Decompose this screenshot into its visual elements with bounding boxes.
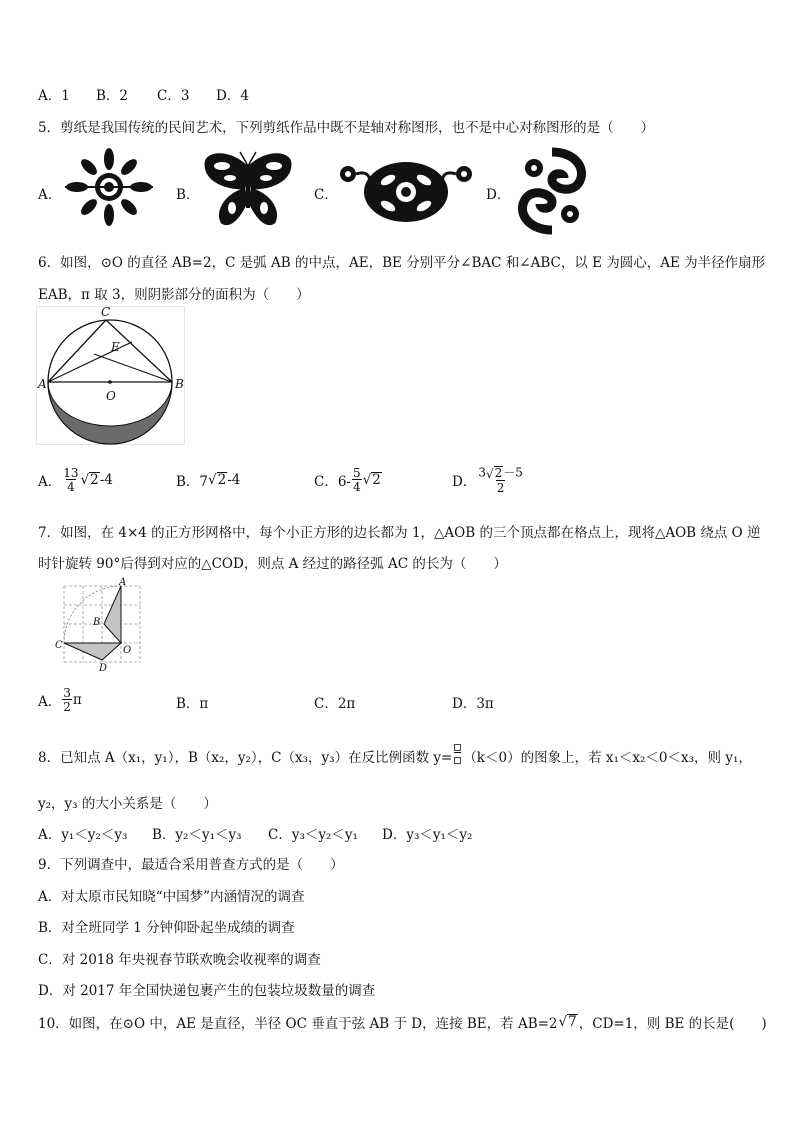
q7-option-d: D．3π — [452, 696, 494, 712]
q5-stem: 5．剪纸是我国传统的民间艺术，下列剪纸作品中既不是轴对称图形，也不是中心对称图形的是（ ） — [38, 120, 655, 136]
q6-stem-line1: 6．如图，⊙O 的直径 AB=2，C 是弧 AB 的中点，AE，BE 分别平分∠BAC 和∠ABC，以 E 为圆心，AE 为半径作扇形 — [38, 255, 766, 271]
q5-papercut-swirl-image — [512, 148, 592, 234]
q5-papercut-butterfly-image — [200, 150, 296, 228]
q9-option-d: D．对 2017 年全国快递包裹产生的包装垃圾数量的调查 — [38, 983, 376, 999]
q6-label-e: E — [111, 340, 120, 354]
q7-option-c: C．2π — [314, 696, 356, 712]
q8-stem-line1: 8．已知点 A（x₁，y₁），B（x₂，y₂），C（x₃，y₃）在反比例函数 y= （k＜0）的图象上，若 x₁＜x₂＜0＜x₃，则 y₁， — [38, 744, 752, 768]
q9-option-a: A．对太原市民知晓“中国梦”内涵情况的调查 — [38, 889, 305, 905]
q7-label-c: C — [55, 640, 63, 651]
q7-label-a: A — [119, 577, 127, 588]
q4-option-c: C．3 — [157, 88, 190, 104]
q8-stem-line2: y₂，y₃ 的大小关系是（ ） — [38, 796, 217, 812]
q8-option-b: B．y₂＜y₁＜y₃ — [152, 827, 242, 843]
q4-option-b: B．2 — [96, 88, 129, 104]
q5-label-a: A． — [38, 187, 62, 203]
q8-option-a: A．y₁＜y₂＜y₃ — [38, 827, 128, 843]
q7-stem-line2: 时针旋转 90°后得到对应的△COD，则点 A 经过的路径弧 AC 的长为（ ） — [38, 556, 507, 572]
q7-option-a: A． $\frac{3}{2}$ π — [38, 686, 82, 714]
q9-stem: 9．下列调查中，最适合采用普查方式的是（ ） — [38, 857, 344, 873]
q6-option-c: C．6- $\frac{5}{4}$ √ 2 — [314, 466, 381, 494]
q6-option-a: A． $\frac{13}{4}$ √ 2 -4 — [38, 466, 113, 494]
q9-option-c: C．对 2018 年央视春节联欢晚会收视率的调查 — [38, 952, 321, 968]
q7-grid-figure — [60, 582, 144, 666]
q7-label-b: B — [93, 617, 101, 628]
q7-stem-line1: 7．如图，在 4×4 的正方形网格中，每个小正方形的边长都为 1，△AOB 的三个顶点都在格点上，现将△AOB 绕点 O 逆 — [38, 525, 761, 541]
q6-label-a: A — [38, 377, 47, 391]
q6-label-c: C — [101, 305, 111, 319]
q9-option-b: B．对全班同学 1 分钟仰卧起坐成绩的调查 — [38, 920, 295, 936]
q6-circle-figure — [36, 306, 188, 446]
q4-option-a: A．1 — [38, 88, 70, 104]
q6-option-d: D． 3√ 2 －5 2 — [452, 465, 523, 496]
q8-option-c: C．y₃＜y₂＜y₁ — [268, 827, 358, 843]
q5-papercut-ornament-image — [338, 152, 474, 228]
q5-label-b: B． — [176, 187, 200, 203]
q10-stem: 10．如图，在⊙O 中，AE 是直径，半径 OC 垂直于弦 AB 于 D，连接 BE，若 AB=2 √ 7 ，CD=1，则 BE 的长是( ) — [38, 1014, 767, 1032]
q8-option-d: D．y₃＜y₁＜y₂ — [382, 827, 473, 843]
q6-stem-line2: EAB，π 取 3，则阴影部分的面积为（ ） — [38, 287, 310, 303]
q5-papercut-flower-image — [64, 146, 154, 228]
q6-option-b: B．7 √ 2 -4 — [176, 472, 241, 490]
q7-option-b: B．π — [176, 696, 209, 712]
q5-label-c: C． — [314, 187, 338, 203]
q5-label-d: D． — [486, 187, 511, 203]
q7-label-d: D — [99, 663, 108, 674]
q4-option-d: D．4 — [216, 88, 249, 104]
q6-label-o: O — [106, 389, 116, 403]
q6-label-b: B — [175, 377, 184, 391]
q8-fraction-placeholder — [454, 744, 461, 768]
q7-label-o: O — [123, 645, 132, 656]
